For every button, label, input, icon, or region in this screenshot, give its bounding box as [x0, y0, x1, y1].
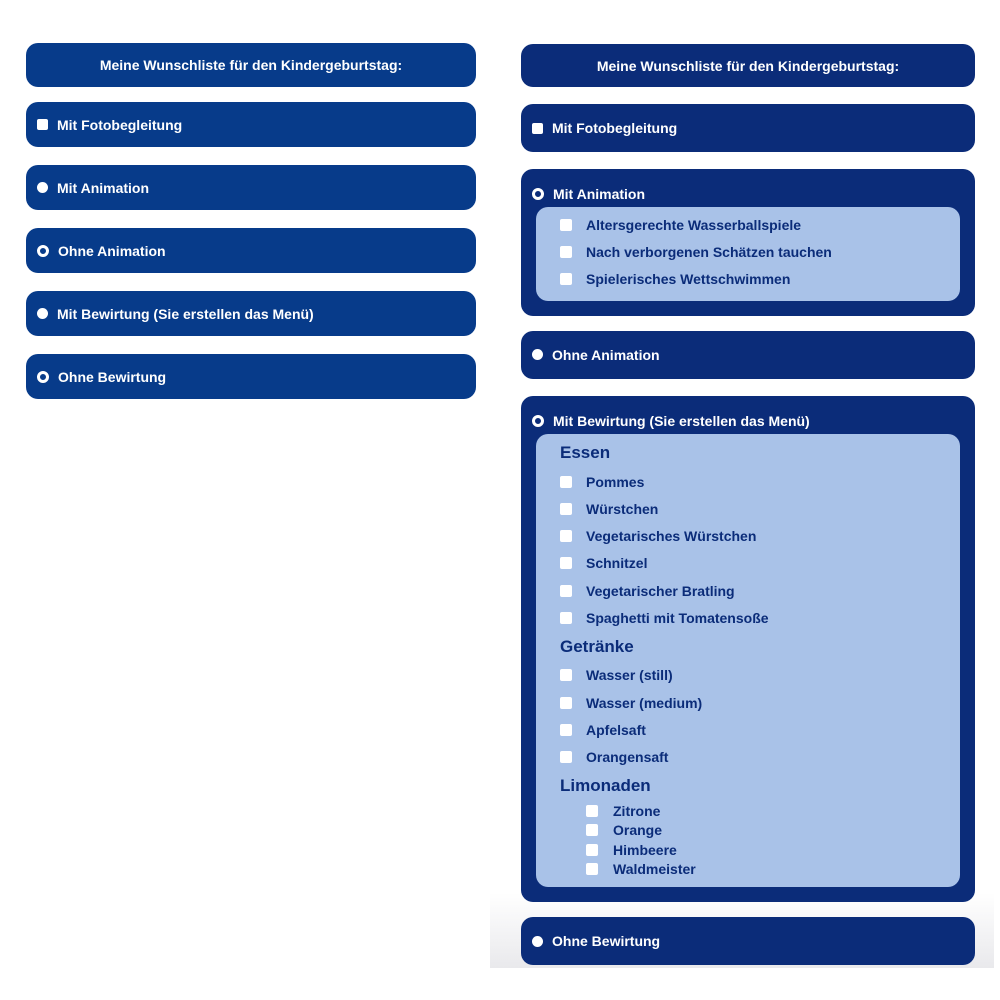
option-ohne-bewirtung[interactable]	[521, 917, 975, 965]
checkbox-icon[interactable]	[586, 863, 598, 875]
option-mit-animation[interactable]	[26, 165, 476, 210]
wishlist-form-expanded	[521, 44, 975, 982]
checkbox-icon[interactable]	[560, 476, 572, 488]
essen-item[interactable]	[560, 522, 960, 549]
checkbox-square-icon[interactable]	[532, 123, 543, 134]
getraenk-item[interactable]	[560, 662, 960, 689]
option-label: Mit Bewirtung (Sie erstellen das Menü)	[553, 412, 810, 429]
form-title	[26, 43, 476, 87]
item-label: Altersgerechte Wasserballspiele	[586, 216, 802, 233]
option-label: Mit Fotobegleitung	[57, 116, 183, 133]
checkbox-icon[interactable]	[560, 246, 572, 258]
radio-dot-icon[interactable]	[37, 308, 48, 319]
limonade-item[interactable]	[560, 840, 960, 860]
limonade-item[interactable]	[560, 820, 960, 840]
limonade-item[interactable]	[560, 860, 960, 880]
animation-item[interactable]	[560, 266, 960, 293]
option-label: Ohne Bewirtung	[552, 933, 661, 950]
getraenk-item[interactable]	[560, 744, 960, 771]
essen-item[interactable]	[560, 495, 960, 522]
animation-item[interactable]	[560, 211, 960, 238]
checkbox-square-icon[interactable]	[37, 119, 48, 130]
bewirtung-panel	[521, 396, 975, 902]
item-label: Vegetarisches Würstchen	[586, 528, 757, 545]
checkbox-icon[interactable]	[560, 585, 572, 597]
option-mit-bewirtung[interactable]	[26, 291, 476, 336]
menu-choices	[536, 434, 960, 887]
essen-item[interactable]	[560, 468, 960, 495]
item-label: Zitrone	[613, 802, 661, 819]
checkbox-icon[interactable]	[560, 724, 572, 736]
form-title	[521, 44, 975, 87]
item-label: Spielerisches Wettschwimmen	[586, 271, 791, 288]
checkbox-icon[interactable]	[586, 805, 598, 817]
checkbox-icon[interactable]	[560, 612, 572, 624]
radio-dot-icon[interactable]	[532, 349, 543, 360]
getraenk-item[interactable]	[560, 689, 960, 716]
option-fotobegleitung[interactable]	[521, 104, 975, 152]
section-heading-essen: Essen	[560, 442, 611, 462]
item-label: Orange	[613, 822, 663, 839]
checkbox-icon[interactable]	[560, 557, 572, 569]
limonade-item[interactable]	[560, 801, 960, 821]
section-heading-limonaden: Limonaden	[560, 775, 651, 795]
item-label: Schnitzel	[586, 555, 648, 572]
option-ohne-animation[interactable]	[521, 331, 975, 379]
checkbox-icon[interactable]	[560, 530, 572, 542]
animation-item[interactable]	[560, 238, 960, 265]
checkbox-icon[interactable]	[560, 503, 572, 515]
radio-selected-icon[interactable]	[37, 371, 49, 383]
getraenk-item[interactable]	[560, 716, 960, 743]
checkbox-icon[interactable]	[586, 824, 598, 836]
checkbox-icon[interactable]	[560, 669, 572, 681]
checkbox-icon[interactable]	[560, 751, 572, 763]
option-ohne-animation[interactable]	[26, 228, 476, 273]
section-heading-getraenke: Getränke	[560, 636, 634, 656]
option-label: Ohne Animation	[58, 242, 166, 259]
radio-selected-icon[interactable]	[532, 415, 544, 427]
animation-choices	[536, 207, 960, 301]
form-title-text: Meine Wunschliste für den Kindergeburtstag:	[596, 57, 900, 74]
checkbox-icon[interactable]	[560, 219, 572, 231]
option-label: Mit Animation	[57, 179, 150, 196]
item-label: Vegetarischer Bratling	[586, 582, 735, 599]
animation-panel	[521, 169, 975, 316]
option-label: Mit Animation	[553, 186, 646, 202]
item-label: Wasser (still)	[586, 667, 673, 684]
wishlist-form-collapsed	[26, 43, 476, 417]
item-label: Waldmeister	[613, 861, 696, 878]
item-label: Würstchen	[586, 500, 659, 517]
radio-dot-icon[interactable]	[532, 936, 543, 947]
essen-item[interactable]	[560, 577, 960, 604]
item-label: Spaghetti mit Tomatensoße	[586, 610, 769, 627]
item-label: Apfelsaft	[586, 721, 646, 738]
option-mit-animation[interactable]	[532, 181, 960, 207]
option-label: Mit Bewirtung (Sie erstellen das Menü)	[57, 305, 314, 322]
option-ohne-bewirtung[interactable]	[26, 354, 476, 399]
radio-dot-icon[interactable]	[37, 182, 48, 193]
item-label: Orangensaft	[586, 749, 669, 766]
option-mit-bewirtung[interactable]	[532, 408, 960, 434]
form-title-text: Meine Wunschliste für den Kindergeburtstag:	[99, 57, 403, 73]
item-label: Nach verborgenen Schätzen tauchen	[586, 243, 832, 260]
item-label: Himbeere	[613, 841, 677, 858]
option-label: Ohne Bewirtung	[58, 368, 167, 385]
item-label: Wasser (medium)	[586, 694, 703, 711]
option-label: Ohne Animation	[552, 346, 660, 363]
item-label: Pommes	[586, 473, 645, 490]
option-fotobegleitung[interactable]	[26, 102, 476, 147]
checkbox-icon[interactable]	[560, 697, 572, 709]
radio-selected-icon[interactable]	[532, 188, 544, 200]
checkbox-icon[interactable]	[586, 844, 598, 856]
option-label: Mit Fotobegleitung	[552, 120, 678, 136]
essen-item[interactable]	[560, 604, 960, 631]
essen-item[interactable]	[560, 550, 960, 577]
radio-selected-icon[interactable]	[37, 245, 49, 257]
checkbox-icon[interactable]	[560, 273, 572, 285]
